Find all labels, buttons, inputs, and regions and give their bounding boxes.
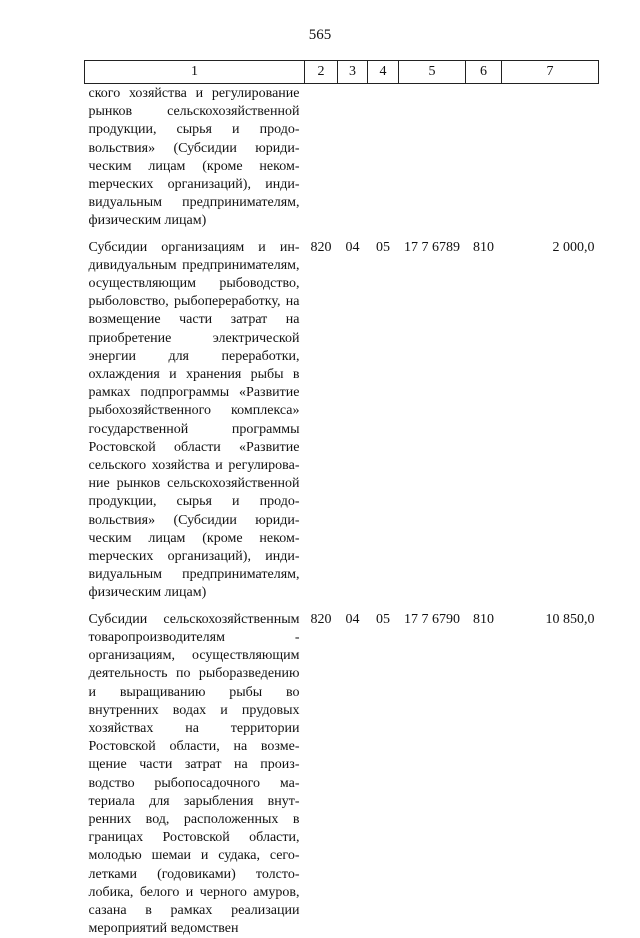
- row-ministry-code: 820: [310, 611, 332, 627]
- row-subsection-code: 05: [376, 239, 390, 255]
- row-subsection-code: [368, 84, 399, 231]
- row-subsection-code: 05: [376, 611, 390, 627]
- page-number: 565: [308, 27, 332, 43]
- row-section-code: 04: [345, 239, 360, 255]
- row-section-code: 04: [345, 611, 360, 627]
- column-header-7: 7: [502, 61, 599, 84]
- column-header-1: 1: [85, 61, 305, 84]
- table-row: [85, 231, 599, 603]
- row-ministry-code: 820: [310, 239, 332, 255]
- column-header-3: 3: [338, 61, 368, 84]
- row-amount: [502, 84, 599, 231]
- row-section-code: [338, 84, 368, 231]
- budget-table: [84, 60, 599, 938]
- row-target-article-code: 17 7 6789: [404, 239, 460, 255]
- row-description: Субсидии организациям и индивидуальным предпринимателям, осуществляющим рыбоводство, рыболовство, рыбопереработку, на возмещение части затрат на приобретение электрической энергии для переработки, охлаждения и хранения рыбы в рамках подпрограммы «Развитие рыбохозяйственного комплекса» государственной программы Ростовской области «Развитие сельского хозяйства и регулирование рынков сельскохозяйственной продукции, сырья и продовольствия» (Субсидии юридическим лицам (кроме некомmерческих организаций), индивидуальным предпринимателям, физическим лицам): [88, 239, 300, 601]
- row-target-article-code: [399, 84, 466, 231]
- column-header-4: 4: [368, 61, 399, 84]
- row-expense-type-code: [466, 84, 502, 231]
- row-description: ского хозяйства и регулирование рынков сельскохозяйственной продукции, сырья и продовольствия» (Субсидии юридическим лицам (кроме некомmерческих организаций), индивидуальным предпринимателям, физическим лицам): [88, 86, 300, 229]
- column-header-6: 6: [466, 61, 502, 84]
- row-expense-type-code: 810: [473, 239, 494, 255]
- row-expense-type-code: 810: [473, 611, 494, 627]
- table-header-row: [85, 61, 599, 84]
- table-row: [85, 603, 599, 938]
- column-header-2: 2: [305, 61, 338, 84]
- row-target-article-code: 17 7 6790: [404, 611, 460, 627]
- row-amount: 2 000,0: [552, 239, 595, 255]
- row-description: Субсидии сельскохозяйственным товаропроизводителям - организациям, осуществляющим деятельность по рыборазведению и выращиванию рыбы во внутренних водах и прудовых хозяйствах на территории Ростовской области, на возмещение части затрат на производство рыбопосадочного материала для зарыбления внутренних вод, расположенных в границах Ростовской области, молодью шемаи и судака, сеголетками (годовиками) толстолобика, белого и черного амуров, сазана в рамках реализации мероприятий ведомствен: [88, 611, 300, 937]
- table-row: [85, 84, 599, 231]
- row-ministry-code: [305, 84, 338, 231]
- row-amount: 10 850,0: [545, 611, 595, 627]
- column-header-5: 5: [399, 61, 466, 84]
